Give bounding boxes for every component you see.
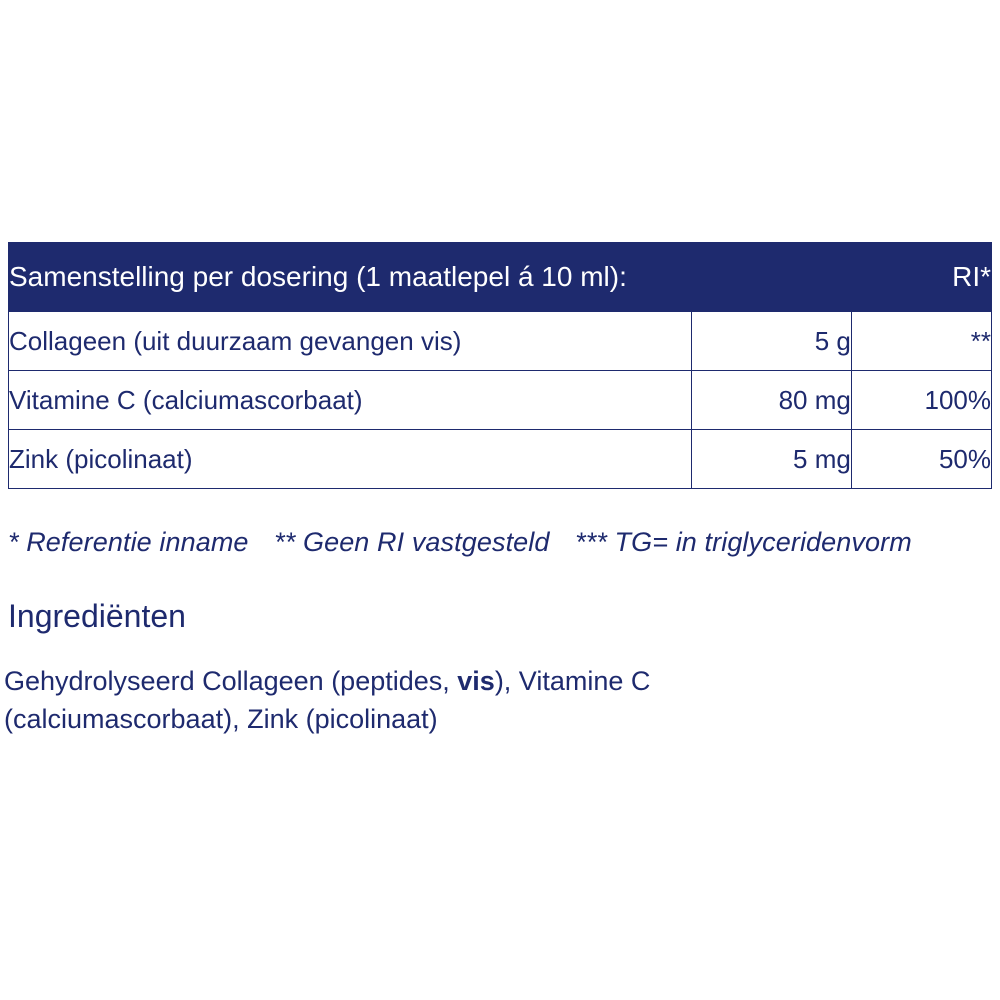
nutrient-amount: 5 g <box>691 312 851 371</box>
ingredients-text-part-2: ), Vitamine C (calciumascorbaat), Zink (picolinaat) <box>4 666 651 734</box>
nutrition-table <box>8 242 992 489</box>
nutrient-name: Zink (picolinaat) <box>9 430 692 489</box>
nutrient-amount: 80 mg <box>691 371 851 430</box>
table-header-ri: RI* <box>851 243 991 312</box>
nutrient-name: Collageen (uit duurzaam gevangen vis) <box>9 312 692 371</box>
ingredients-text-part-1: Gehydrolyseerd Collageen (peptides, <box>4 666 458 696</box>
nutrient-ri: ** <box>851 312 991 371</box>
nutrient-ri: 100% <box>851 371 991 430</box>
footnotes <box>8 527 998 558</box>
table-row <box>9 371 992 430</box>
table-row <box>9 430 992 489</box>
table-header-title: Samenstelling per dosering (1 maatlepel á 10 ml): <box>9 243 852 312</box>
nutrient-name: Vitamine C (calciumascorbaat) <box>9 371 692 430</box>
table-header <box>9 243 992 312</box>
nutrient-ri: 50% <box>851 430 991 489</box>
ingredients-text <box>4 663 764 739</box>
nutrition-table-block <box>8 242 992 489</box>
table-header-row <box>9 243 992 312</box>
footnote-tg: *** TG= in triglyceridenvorm <box>575 527 912 557</box>
table-row <box>9 312 992 371</box>
ingredients-heading: Ingrediënten <box>8 598 186 634</box>
footnote-ri: * Referentie inname <box>8 527 249 557</box>
footnote-no-ri: ** Geen RI vastgesteld <box>274 527 550 557</box>
nutrient-amount: 5 mg <box>691 430 851 489</box>
ingredients-allergen: vis <box>457 666 495 696</box>
table-body <box>9 312 992 489</box>
